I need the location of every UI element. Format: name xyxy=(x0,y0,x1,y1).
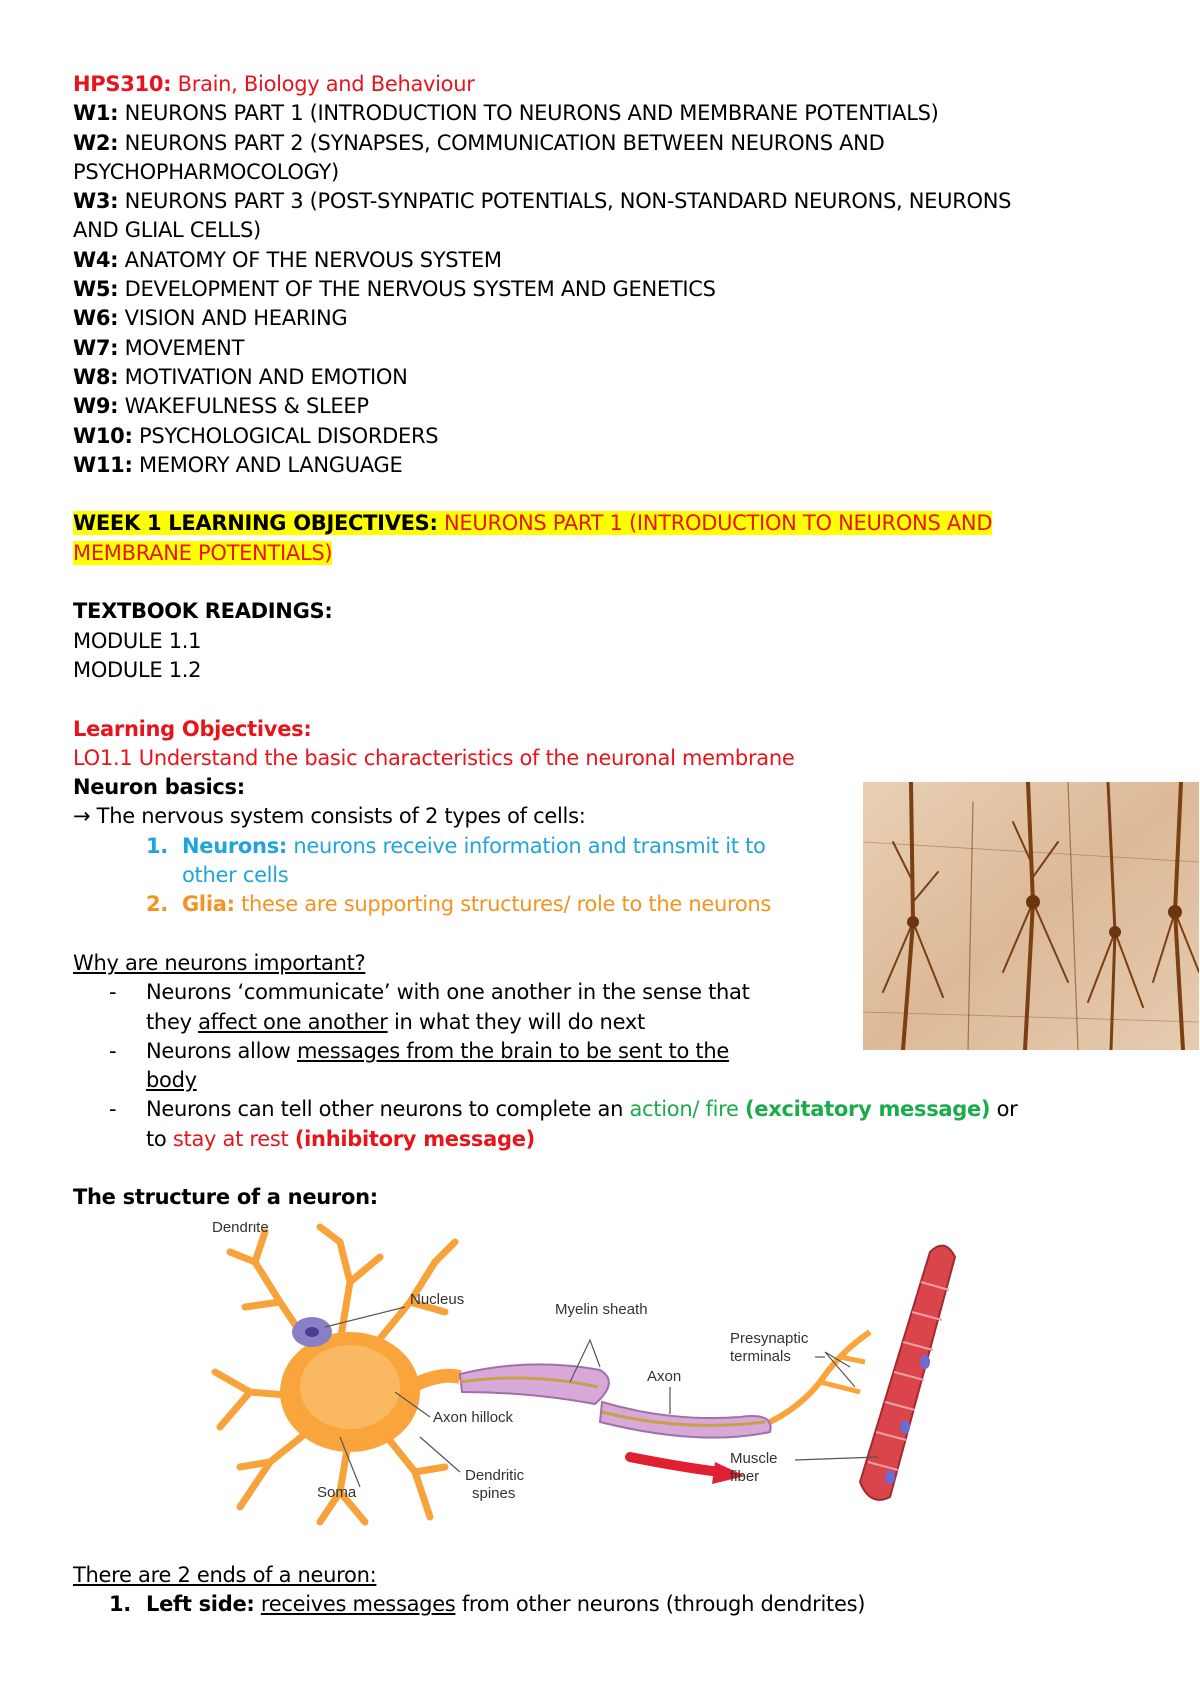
reading-item: MODULE 1.2 xyxy=(73,657,202,682)
week-label: W5: xyxy=(73,277,119,302)
week-line xyxy=(73,363,1133,392)
week-line xyxy=(73,451,1133,480)
week-label: W9: xyxy=(73,394,119,419)
week-text: NEURONS PART 1 (INTRODUCTION TO NEURONS AND MEMBRANE POTENTIALS) xyxy=(124,101,939,126)
week-line xyxy=(73,422,1133,451)
bullet-excitatory-cont: to stay at rest (inhibitory message) xyxy=(146,1126,535,1151)
reading-item: MODULE 1.1 xyxy=(73,628,202,653)
week-label: W6: xyxy=(73,306,119,331)
label-axon: Axon xyxy=(647,1368,682,1385)
label-axon-hillock: Axon hillock xyxy=(433,1409,514,1426)
label-muscle-1: Muscle xyxy=(730,1450,778,1467)
week-text: DEVELOPMENT OF THE NERVOUS SYSTEM AND GENETICS xyxy=(124,277,716,302)
readings-heading: TEXTBOOK READINGS: xyxy=(73,599,333,624)
week-label: W3: xyxy=(73,189,119,214)
week-text: ANATOMY OF THE NERVOUS SYSTEM xyxy=(124,247,502,272)
bullet-messages-cont: body xyxy=(146,1068,197,1093)
label-muscle-2: fiber xyxy=(730,1468,760,1485)
label-presynaptic-2: terminals xyxy=(730,1348,791,1365)
term-neurons: Neurons: xyxy=(182,833,287,858)
ends-section xyxy=(73,1561,1133,1620)
week-line xyxy=(73,246,1133,275)
term-glia: Glia: xyxy=(182,892,235,917)
objectives-text: NEURONS PART 1 (INTRODUCTION TO NEURONS AND xyxy=(444,511,993,536)
week-line xyxy=(73,275,1133,304)
course-title-line xyxy=(73,70,1133,99)
week-line xyxy=(73,304,1133,333)
learning-objectives-heading: Learning Objectives: xyxy=(73,716,312,741)
list-item-left-side: 1. Left side: receives messages from other neurons (through dendrites) xyxy=(109,1592,866,1617)
label-dendritic-spines-1: Dendritic xyxy=(465,1467,525,1484)
bullet-communicate: - Neurons ‘communicate’ with one another in the sense that xyxy=(109,980,750,1005)
label-nucleus: Nucleus xyxy=(410,1291,465,1308)
list-item-neurons-cont: other cells xyxy=(182,863,289,888)
week-text: NEURONS PART 3 (POST-SYNPATIC POTENTIALS, NON-STANDARD NEURONS, NEURONS xyxy=(124,189,1012,214)
week-label: W11: xyxy=(73,452,133,477)
neuron-structure-diagram xyxy=(200,1222,1000,1532)
myelin-sheath xyxy=(460,1364,771,1437)
week-text: NEURONS PART 2 (SYNAPSES, COMMUNICATION BETWEEN NEURONS AND xyxy=(124,130,885,155)
week-label: W2: xyxy=(73,130,119,155)
course-code: HPS310: xyxy=(73,72,172,96)
objectives-heading xyxy=(73,509,1133,538)
week-label: W4: xyxy=(73,247,119,272)
week-line xyxy=(73,129,1133,158)
week-line-cont: AND GLIAL CELLS) xyxy=(73,218,261,243)
list-item-neurons: 1. Neurons: neurons receive information and transmit it to xyxy=(146,833,766,858)
bullet-communicate-cont: they affect one another in what they will do next xyxy=(146,1009,645,1034)
ends-heading: There are 2 ends of a neuron: xyxy=(73,1563,377,1587)
muscle-fiber xyxy=(860,1246,955,1500)
week-label: W1: xyxy=(73,101,119,126)
week-label: W10: xyxy=(73,423,133,448)
objectives-heading-cont: MEMBRANE POTENTIALS) xyxy=(73,540,333,565)
week-label: W8: xyxy=(73,364,119,389)
bullet-messages: - Neurons allow messages from the brain to be sent to the xyxy=(109,1038,729,1063)
week-line xyxy=(73,334,1133,363)
week-text: VISION AND HEARING xyxy=(124,306,348,331)
label-dendrite: Dendrite xyxy=(212,1222,269,1236)
week-label: W7: xyxy=(73,335,119,360)
week-text: MOVEMENT xyxy=(124,335,245,360)
week-text: MEMORY AND LANGUAGE xyxy=(138,452,403,477)
label-dendritic-spines-2: spines xyxy=(472,1485,516,1502)
week-text: WAKEFULNESS & SLEEP xyxy=(124,394,369,419)
label-soma: Soma xyxy=(317,1484,357,1501)
label-myelin-sheath: Myelin sheath xyxy=(555,1301,648,1318)
importance-heading: Why are neurons important? xyxy=(73,950,366,975)
week-line xyxy=(73,187,1133,216)
week-text: PSYCHOLOGICAL DISORDERS xyxy=(138,423,439,448)
list-item-glia: 2. Glia: these are supporting structures/ role to the neurons xyxy=(146,892,772,917)
bullet-excitatory: - Neurons can tell other neurons to complete an action/ fire (excitatory message) or xyxy=(109,1097,1018,1122)
learning-objective-lo11: LO1.1 Understand the basic characteristics of the neuronal membrane xyxy=(73,745,795,770)
week-text: MOTIVATION AND EMOTION xyxy=(124,364,408,389)
label-presynaptic-1: Presynaptic xyxy=(730,1330,809,1347)
direction-arrow xyxy=(630,1457,720,1472)
objectives-label: WEEK 1 LEARNING OBJECTIVES: xyxy=(73,511,438,536)
neuron-micrograph-image xyxy=(863,782,1199,1050)
neuron-basics-heading: Neuron basics: xyxy=(73,775,245,800)
week-line xyxy=(73,99,1133,128)
neuron-basics-intro: → The nervous system consists of 2 types of cells: xyxy=(73,804,586,829)
week-line-cont: PSYCHOPHARMOCOLOGY) xyxy=(73,159,339,184)
week-line xyxy=(73,392,1133,421)
course-title: Brain, Biology and Behaviour xyxy=(177,72,475,96)
structure-heading: The structure of a neuron: xyxy=(73,1185,378,1210)
